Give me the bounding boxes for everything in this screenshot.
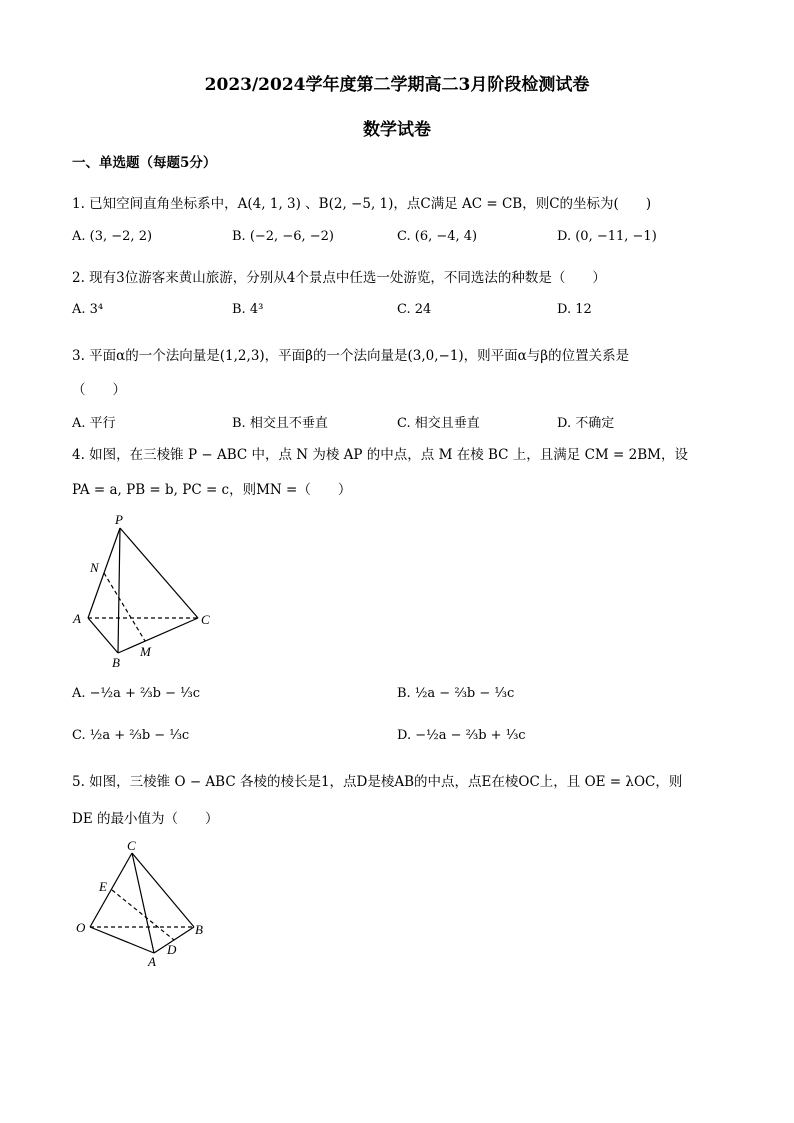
question-4-stem: 4. 如图，在三棱锥 P − ABC 中，点 N 为棱 AP 的中点，点 M 在棱 BC 上，且满足 CM = 2BM，设 bbox=[72, 447, 688, 463]
question-1-option-b: B. (−2, −6, −2) bbox=[232, 229, 334, 244]
label-m: M bbox=[140, 644, 151, 659]
question-2-option-b: B. 4³ bbox=[232, 302, 264, 317]
edge-cb bbox=[132, 853, 194, 927]
edge-pc bbox=[120, 528, 198, 618]
question-5-stem-cont: DE 的最小值为（ ） bbox=[72, 811, 219, 827]
question-2-option-c: C. 24 bbox=[397, 302, 432, 317]
question-2-option-a: A. 3⁴ bbox=[72, 302, 104, 317]
question-2-option-d: D. 12 bbox=[557, 302, 592, 317]
question-3-option-a: A. 平行 bbox=[72, 416, 116, 431]
label-c: C bbox=[127, 838, 136, 853]
segment-de bbox=[112, 890, 174, 940]
edge-oa bbox=[90, 927, 154, 953]
edge-bc bbox=[118, 618, 198, 653]
label-o: O bbox=[76, 920, 86, 935]
exam-title: 2023/2024学年度第二学期高二3月阶段检测试卷 bbox=[204, 75, 590, 95]
question-1-option-c: C. (6, −4, 4) bbox=[397, 229, 478, 244]
edge-ca bbox=[132, 853, 154, 953]
edge-oc bbox=[90, 853, 132, 927]
label-e: E bbox=[99, 879, 107, 894]
question-4-option-c: C. ½a + ⅔b − ⅓c bbox=[72, 728, 190, 743]
question-5-stem: 5. 如图，三棱锥 O − ABC 各棱的棱长是1，点D是棱AB的中点，点E在棱OC上，且 OE = λOC，则 bbox=[72, 774, 683, 790]
exam-subtitle: 数学试卷 bbox=[363, 120, 431, 140]
question-4-stem-cont: PA = a, PB = b, PC = c，则MN =（ ） bbox=[72, 482, 352, 498]
question-1-stem: 1. 已知空间直角坐标系中，A(4, 1, 3) 、B(2, −5, 1)，点C满足 AC = CB，则C的坐标为( ) bbox=[72, 196, 652, 212]
label-n: N bbox=[90, 560, 99, 575]
question-1-option-d: D. (0, −11, −1) bbox=[557, 229, 657, 244]
section-heading: 一、单选题（每题5分） bbox=[72, 155, 217, 171]
segment-mn bbox=[104, 573, 145, 641]
question-4-option-a: A. −½a + ⅔b − ⅓c bbox=[72, 686, 201, 701]
label-d: D bbox=[167, 942, 177, 957]
label-b: B bbox=[195, 922, 203, 937]
question-5-figure bbox=[70, 835, 220, 975]
question-2-stem: 2. 现有3位游客来黄山旅游，分别从4个景点中任选一处游览，不同选法的种数是（ ） bbox=[72, 270, 606, 286]
label-a: A bbox=[148, 954, 156, 969]
edge-ab bbox=[88, 618, 118, 653]
question-4-option-d: D. −½a − ⅔b + ⅓c bbox=[397, 728, 526, 743]
edge-pb bbox=[118, 528, 120, 653]
label-p: P bbox=[115, 512, 123, 527]
question-3-option-d: D. 不确定 bbox=[557, 416, 615, 431]
label-b: B bbox=[112, 655, 120, 670]
label-c: C bbox=[201, 612, 210, 627]
question-1-option-a: A. (3, −2, 2) bbox=[72, 229, 153, 244]
label-a: A bbox=[73, 611, 81, 626]
question-4-option-b: B. ½a − ⅔b − ⅓c bbox=[397, 686, 515, 701]
question-3-stem: 3. 平面α的一个法向量是(1,2,3)，平面β的一个法向量是(3,0,−1)，则平面α与β的位置关系是 bbox=[72, 348, 630, 364]
question-3-option-b: B. 相交且不垂直 bbox=[232, 416, 328, 431]
question-3-option-c: C. 相交且垂直 bbox=[397, 416, 480, 431]
question-4-figure bbox=[70, 510, 230, 675]
question-3-stem-cont: （ ） bbox=[72, 382, 126, 398]
